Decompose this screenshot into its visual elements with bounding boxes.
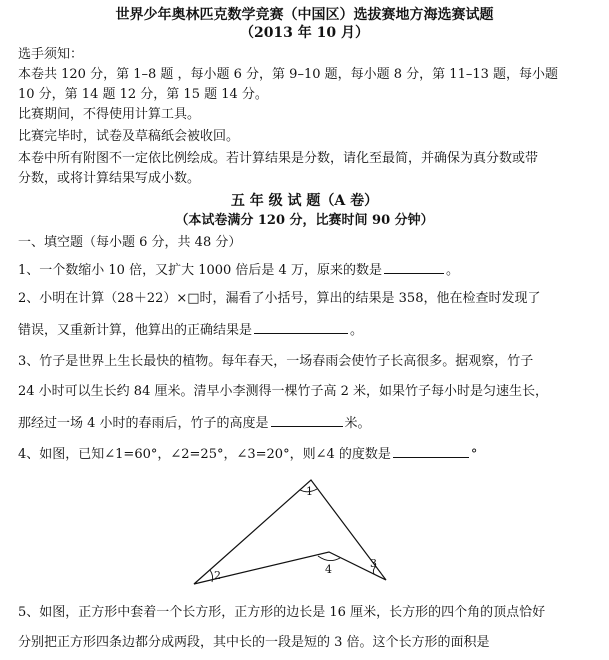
answer-blank[interactable]	[271, 413, 343, 427]
section-heading: 一、填空题（每小题 6 分，共 48 分）	[18, 235, 242, 250]
angle-2-label: 2	[214, 569, 221, 582]
concave-quadrilateral	[194, 480, 386, 584]
notice-line-1: 本卷共 120 分，第 1–8 题 ，每小题 6 分，第 9–10 题，每小题 8 分，第 11–13 题，每小题	[18, 67, 559, 82]
notice-heading: 选手须知：	[18, 47, 84, 62]
exam-title: 世界少年奥林匹克数学竞赛（中国区）选拔赛地方海选赛试题	[115, 7, 494, 23]
angle-1-label: 1	[306, 485, 313, 498]
angle-figure	[0, 470, 609, 600]
question-5-line-2: 分别把正方形四条边都分成两段，其中长的一段是短的 3 倍。这个长方形的面积是	[18, 635, 490, 650]
angle-4-label: 4	[325, 563, 332, 576]
grade-title: 五 年 级 试 题（A 卷）	[230, 193, 379, 209]
notice-line-5: 本卷中所有附图不一定依比例绘成。若计算结果是分数，请化至最简，并确保为真分数或带	[18, 151, 539, 166]
notice-line-6: 分数，或将计算结果写成小数。	[18, 171, 201, 186]
answer-blank[interactable]	[393, 444, 469, 458]
answer-blank[interactable]	[384, 260, 444, 274]
question-4: 4、如图，已知∠1=60°，∠2=25°，∠3=20°，则∠4 的度数是 °	[18, 444, 477, 464]
question-2-line-2: 错误，又重新计算，他算出的正确结果是 。	[18, 320, 363, 340]
notice-line-3: 比赛期间，不得使用计算工具。	[18, 107, 201, 122]
notice-line-4: 比赛完毕时，试卷及草稿纸会被收回。	[18, 129, 240, 144]
question-3-line-3: 那经过一场 4 小时的春雨后，竹子的高度是 米。	[18, 413, 371, 433]
exam-date: （2013 年 10 月）	[239, 25, 370, 41]
angle-3-label: 3	[370, 557, 377, 570]
answer-blank[interactable]	[254, 320, 348, 334]
question-5-line-1: 5、如图，正方形中套着一个长方形，正方形的边长是 16 厘米，长方形的四个角的顶点恰好	[18, 605, 546, 620]
question-3-line-2: 24 小时可以生长约 84 厘米。清早小李测得一棵竹子高 2 米，如果竹子每小时是匀速生长，	[18, 384, 549, 399]
question-3-line-1: 3、竹子是世界上生长最快的植物。每年春天，一场春雨会使竹子长高很多。据观察，竹子	[18, 354, 534, 369]
notice-line-2: 10 分，第 14 题 12 分，第 15 题 14 分。	[18, 87, 268, 102]
angle-4-arc	[318, 556, 340, 561]
question-1: 1、一个数缩小 10 倍，又扩大 1000 倍后是 4 万，原来的数是 。	[18, 260, 459, 280]
question-1-text: 1、一个数缩小 10 倍，又扩大 1000 倍后是 4 万，原来的数是	[18, 263, 382, 278]
question-2-line-1: 2、小明在计算（28＋22）×□时，漏看了小括号，算出的结果是 358，他在检查时发现了	[18, 291, 541, 306]
paper-subtitle: （本试卷满分 120 分，比赛时间 90 分钟）	[175, 213, 434, 228]
